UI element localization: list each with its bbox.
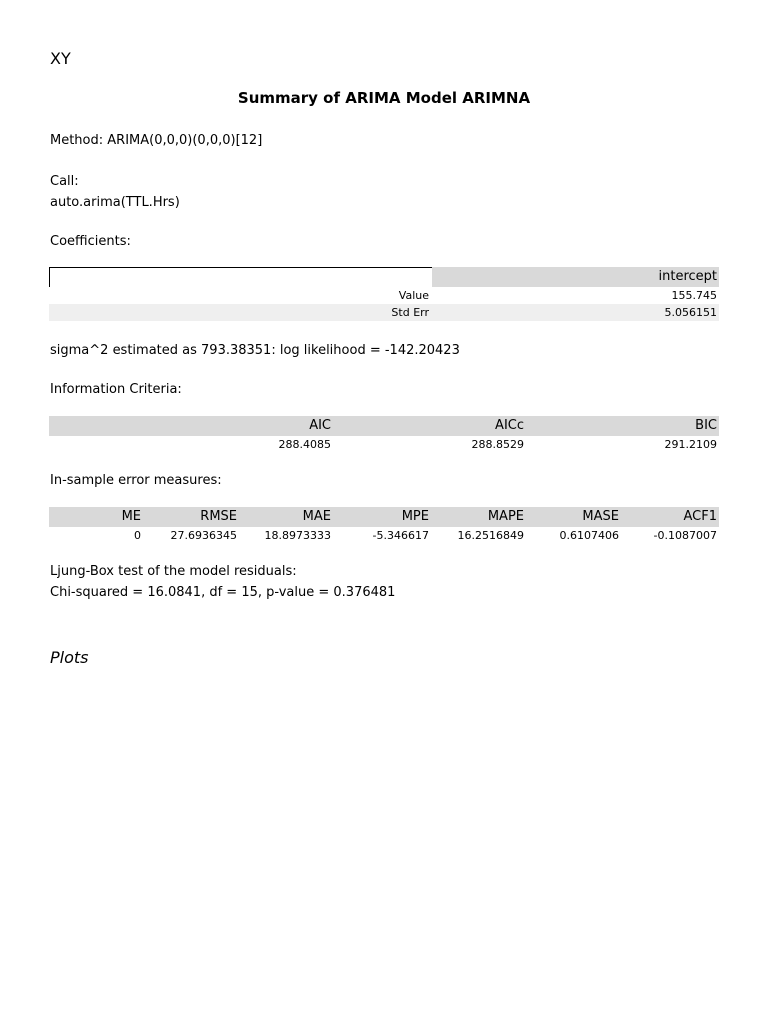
row-value: 155.745: [671, 289, 717, 302]
em-value-mae: 18.8973333: [264, 529, 331, 542]
row-label: Std Err: [391, 306, 429, 319]
ic-value-aic: 288.4085: [278, 438, 331, 451]
ljung-box-result: Chi-squared = 16.0841, df = 15, p-value = 0.376481: [50, 585, 396, 600]
ic-col-aicc: AICc: [495, 418, 524, 433]
page-title: Summary of ARIMA Model ARIMNA: [237, 89, 531, 107]
table-row: [49, 527, 719, 544]
doc-label: XY: [50, 49, 71, 68]
em-value-mape: 16.2516849: [457, 529, 524, 542]
row-value: 5.056151: [664, 306, 717, 319]
information-criteria-label: Information Criteria:: [50, 382, 182, 397]
em-col-me: ME: [121, 509, 141, 524]
error-measures-label: In-sample error measures:: [50, 473, 222, 488]
em-value-acf1: -0.1087007: [653, 529, 717, 542]
table-row: [49, 287, 719, 304]
coefficients-label: Coefficients:: [50, 234, 131, 249]
em-col-rmse: RMSE: [200, 509, 237, 524]
table-row: [49, 436, 719, 453]
em-value-mpe: -5.346617: [372, 529, 429, 542]
plots-heading: Plots: [50, 648, 89, 667]
em-col-mape: MAPE: [487, 509, 524, 524]
ic-value-aicc: 288.8529: [471, 438, 524, 451]
em-value-mase: 0.6107406: [559, 529, 619, 542]
em-col-mase: MASE: [582, 509, 619, 524]
em-col-mpe: MPE: [401, 509, 429, 524]
em-value-me: 0: [134, 529, 141, 542]
row-label: Value: [398, 289, 429, 302]
ljung-box-label: Ljung-Box test of the model residuals:: [50, 564, 297, 579]
coefficients-table: [49, 267, 719, 321]
method-line: Method: ARIMA(0,0,0)(0,0,0)[12]: [50, 133, 263, 148]
table-row: [49, 304, 719, 321]
ic-col-bic: BIC: [695, 418, 717, 433]
em-col-acf1: ACF1: [683, 509, 717, 524]
em-col-mae: MAE: [302, 509, 331, 524]
information-criteria-table: [49, 416, 719, 453]
call-label: Call:: [50, 174, 79, 189]
coef-col-intercept: intercept: [658, 269, 717, 284]
call-value: auto.arima(TTL.Hrs): [50, 195, 180, 210]
ic-header-row: [49, 416, 719, 436]
coefficients-header-row: [49, 267, 719, 287]
em-value-rmse: 27.6936345: [170, 529, 237, 542]
em-header-row: [49, 507, 719, 527]
ic-col-aic: AIC: [309, 418, 331, 433]
header-blank-cell: [49, 267, 432, 287]
sigma-line: sigma^2 estimated as 793.38351: log likelihood = -142.20423: [50, 343, 460, 358]
error-measures-table: [49, 507, 719, 544]
ic-value-bic: 291.2109: [664, 438, 717, 451]
